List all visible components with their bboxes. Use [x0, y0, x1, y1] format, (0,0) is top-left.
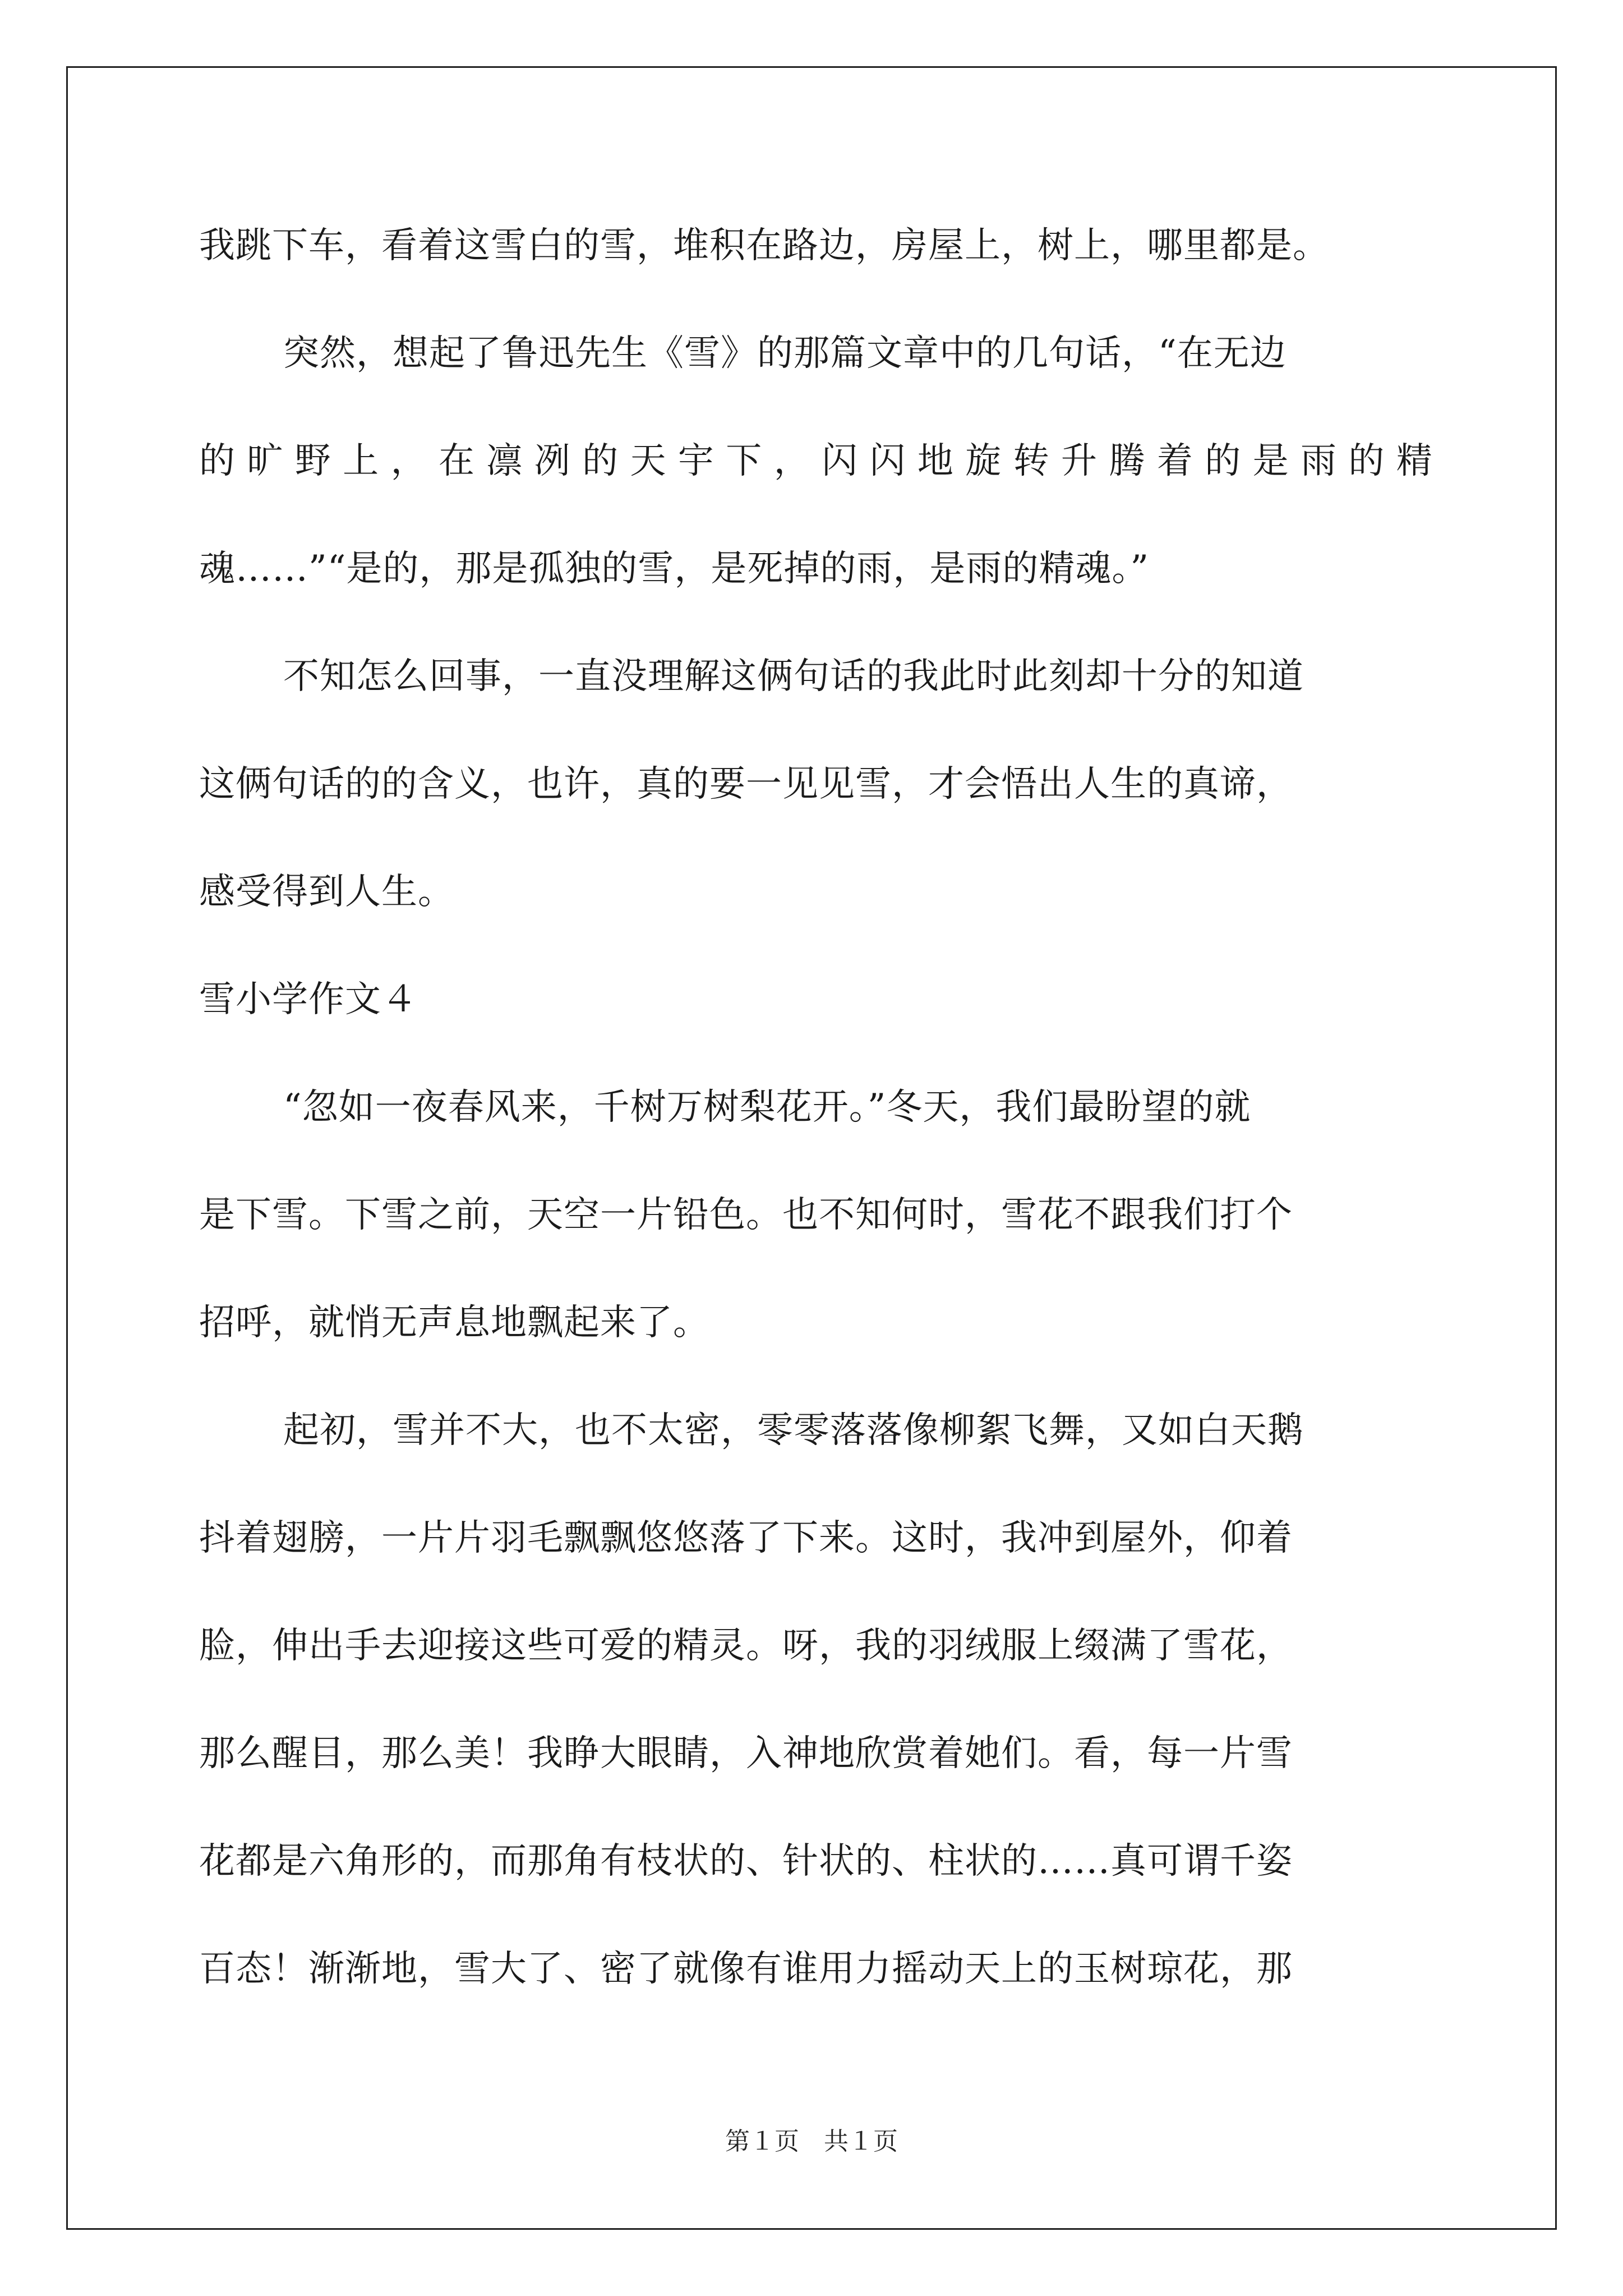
text-char: 雨 — [1300, 440, 1337, 482]
text-line: 起初，雪并不大，也不太密，零零落落像柳絮飞舞，又如白天鹅 — [283, 1410, 1304, 1451]
text-line: 那么醒目，那么美！我睁大眼睛，入神地欣赏着她们。看，每一片雪 — [199, 1733, 1293, 1774]
text-char: 下 — [726, 440, 763, 482]
text-char: 的 — [199, 440, 236, 482]
document-body — [199, 212, 1433, 2043]
text-line: 是下雪。下雪之前，天空一片铅色。也不知何时，雪花不跟我们打个 — [199, 1194, 1293, 1236]
text-line: 突然，想起了鲁迅先生《雪》的那篇文章中的几句话，“在无边 — [283, 333, 1287, 374]
text-char: 闪 — [822, 440, 859, 482]
text-char: 着 — [1156, 440, 1193, 482]
text-char: 的 — [1348, 440, 1385, 482]
text-char: 野 — [294, 440, 331, 482]
text-char: 精 — [1396, 440, 1433, 482]
text-char: 转 — [1013, 440, 1050, 482]
text-char: 天 — [630, 440, 667, 482]
text-line: 百态！渐渐地，雪大了、密了就像有谁用力摇动天上的玉树琼花，那 — [199, 1948, 1293, 1990]
page-footer: 第１页 共１页 — [725, 2127, 898, 2156]
text-char: 的 — [1205, 440, 1242, 482]
text-char: 宇 — [677, 440, 714, 482]
text-char: 旷 — [247, 440, 284, 482]
text-char: 地 — [917, 440, 954, 482]
text-char: 是 — [1252, 440, 1289, 482]
text-line: 不知怎么回事，一直没理解这俩句话的我此时此刻却十分的知道 — [283, 656, 1304, 697]
text-line-justified — [199, 427, 1433, 535]
text-char: 旋 — [965, 440, 1002, 482]
text-char: 冽 — [534, 440, 571, 482]
text-char: ， — [773, 440, 810, 482]
text-line: 魂……”“是的，那是孤独的雪，是死掉的雨，是雨的精魂。” — [199, 548, 1150, 590]
text-char: ， — [390, 440, 427, 482]
text-char: 升 — [1061, 440, 1098, 482]
text-line: 感受得到人生。 — [199, 871, 454, 913]
text-line: 脸，伸出手去迎接这些可爱的精灵。呀，我的羽绒服上缀满了雪花， — [199, 1625, 1293, 1667]
text-line: 招呼，就悄无声息地飘起来了。 — [199, 1302, 709, 1343]
text-line: 抖着翅膀，一片片羽毛飘飘悠悠落了下来。这时，我冲到屋外，仰着 — [199, 1517, 1293, 1559]
text-line: 花都是六角形的，而那角有枝状的、针状的、柱状的……真可谓千姿 — [199, 1841, 1293, 1882]
text-char: 腾 — [1109, 440, 1146, 482]
text-line: “忽如一夜春风来，千树万树梨花开。”冬天，我们最盼望的就 — [283, 1087, 1251, 1128]
text-char: 闪 — [869, 440, 906, 482]
section-heading: 雪小学作文４ — [199, 979, 418, 1020]
text-char: 在 — [438, 440, 475, 482]
text-char: 凛 — [486, 440, 523, 482]
text-char: 上 — [343, 440, 380, 482]
text-char: 的 — [582, 440, 619, 482]
text-line: 这俩句话的的含义，也许，真的要一见见雪，才会悟出人生的真谛， — [199, 763, 1293, 805]
text-line: 我跳下车，看着这雪白的雪，堆积在路边，房屋上，树上，哪里都是。 — [199, 225, 1329, 266]
